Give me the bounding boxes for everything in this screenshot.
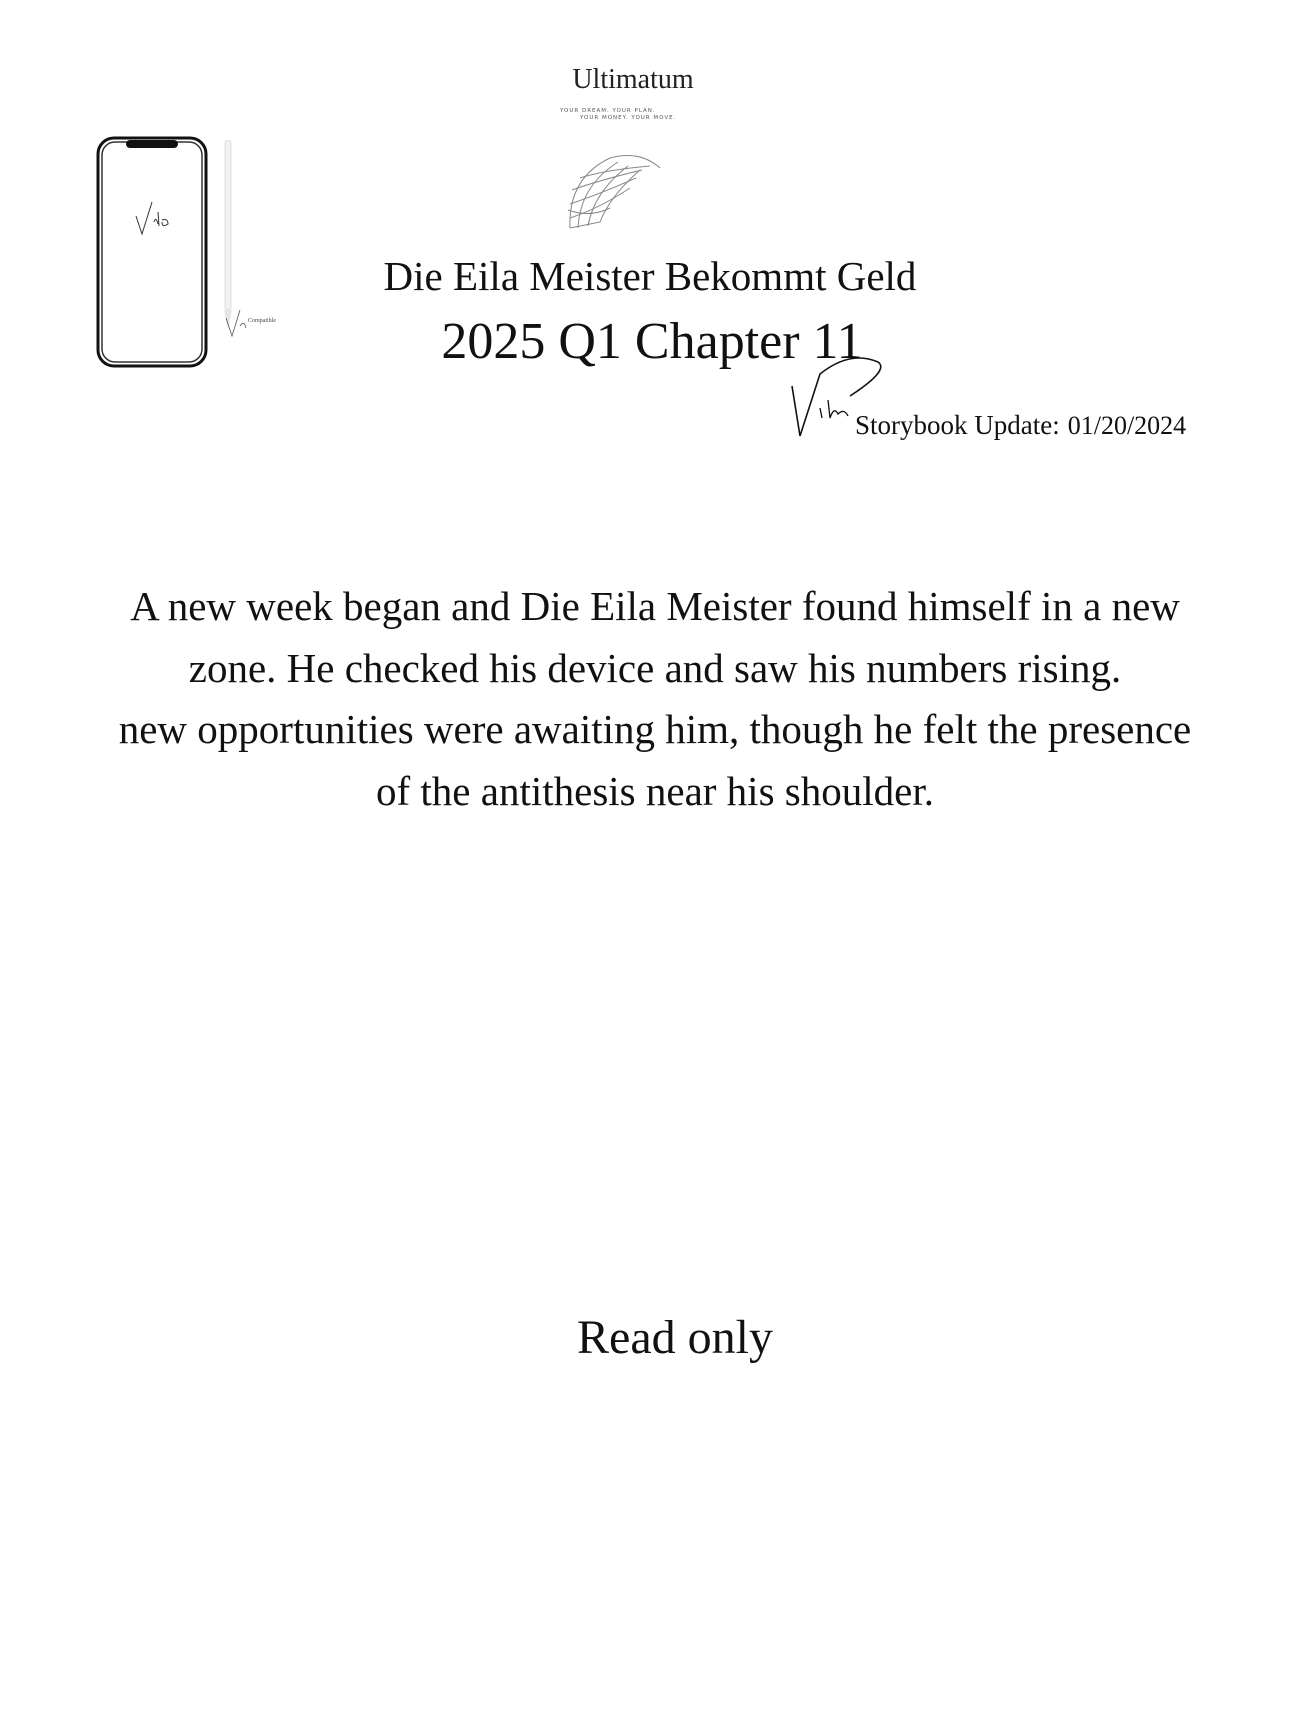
story-line: of the antithesis near his shoulder. [376,767,934,814]
storybook-update [855,410,1186,441]
story-line: A new week began and Die Eila Meister found himself in a new [130,583,1180,629]
story-line: zone. He checked his device and saw his numbers rising. [188,644,1122,691]
tagline-line-1: YOUR DREAM. YOUR PLAN. [560,108,656,114]
brand-title: Ultimatum [572,64,694,95]
brand-tagline [560,108,690,122]
chapter-heading: 2025 Q1 Chapter 11 [441,313,863,370]
story-line: new opportunities were awaiting him, though he felt the presence [118,706,1192,752]
tagline-line-2: YOUR MONEY. YOUR MOVE. [580,115,677,121]
globe-icon [560,148,664,232]
read-only-status: Read only [577,1311,773,1364]
stylus-illustration [218,140,268,340]
compatible-label: Compatible [248,318,276,324]
document-title: Die Eila Meister Bekommt Geld [383,253,917,299]
update-date: 01/20/2024 [1067,411,1187,440]
story-paragraph [40,576,1270,822]
update-label: Storybook Update: [855,410,1060,440]
